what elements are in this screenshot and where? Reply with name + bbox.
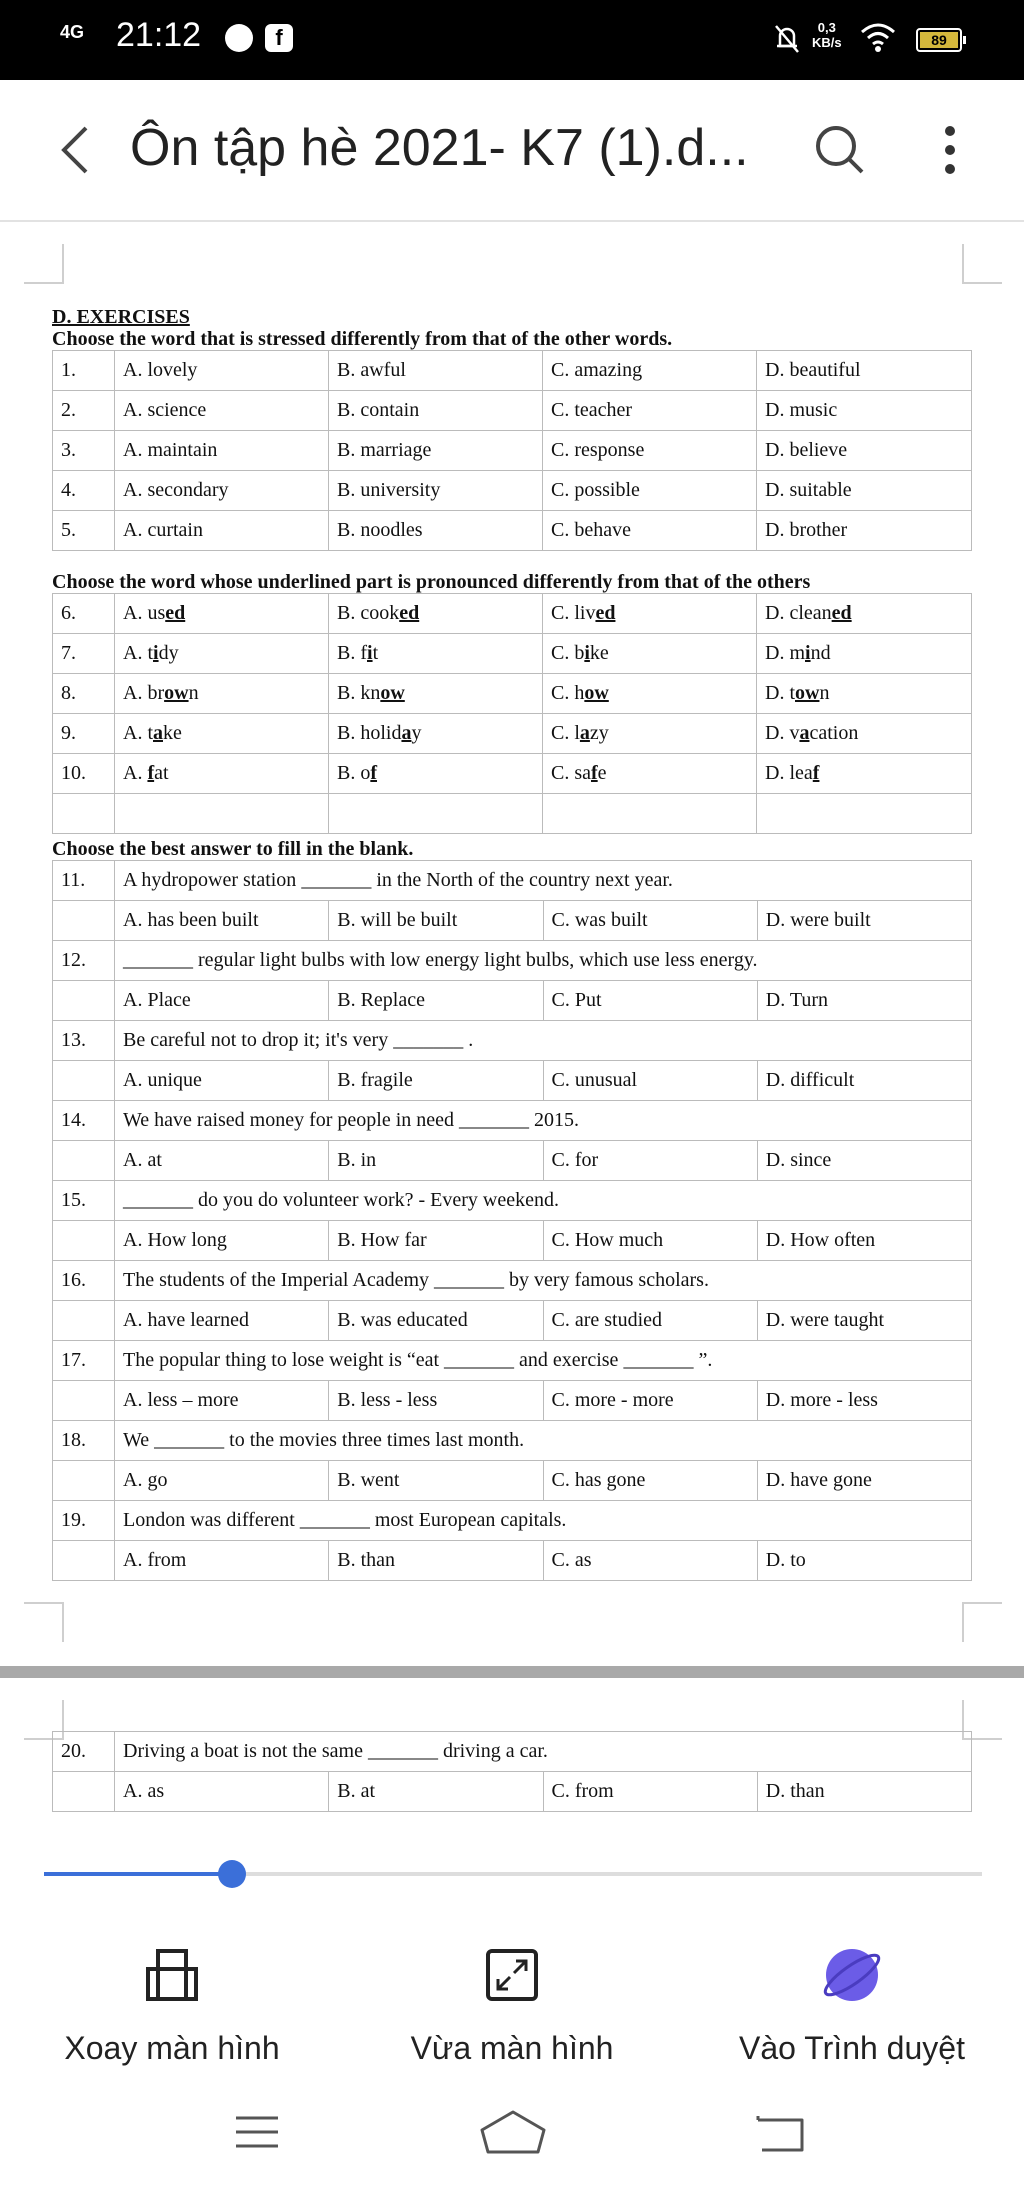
underlined-part: ed bbox=[165, 602, 186, 624]
option-c: C. was built bbox=[543, 901, 757, 941]
blank: _______ bbox=[444, 1349, 515, 1371]
underlined-part: f bbox=[147, 762, 155, 784]
question-number: 2. bbox=[53, 391, 115, 431]
question-number: 7. bbox=[53, 634, 115, 674]
stress-table bbox=[52, 350, 972, 551]
question-text: We have raised money for people in need _______ 2015. bbox=[115, 1101, 972, 1141]
option-d: D. Turn bbox=[757, 981, 971, 1021]
pronunciation-table bbox=[52, 593, 972, 834]
option-a: A. from bbox=[115, 1541, 329, 1581]
page-corner-mark bbox=[24, 244, 64, 284]
options-row bbox=[53, 1381, 972, 1421]
option-c: C. as bbox=[543, 1541, 757, 1581]
option-c: C. lived bbox=[543, 594, 757, 634]
question-row bbox=[53, 1341, 972, 1381]
question-row bbox=[53, 351, 972, 391]
question-number: 14. bbox=[53, 1101, 115, 1141]
question-number: 8. bbox=[53, 674, 115, 714]
option-c: C. unusual bbox=[543, 1061, 757, 1101]
back-nav-icon[interactable] bbox=[752, 2112, 808, 2156]
option-b: B. awful bbox=[329, 351, 543, 391]
option-c: C. how bbox=[543, 674, 757, 714]
page-corner-mark bbox=[24, 1602, 64, 1642]
back-arrow-icon[interactable] bbox=[48, 120, 108, 180]
underlined-part: ed bbox=[595, 602, 616, 624]
blank: _______ bbox=[459, 1109, 530, 1131]
question-row bbox=[53, 511, 972, 551]
underlined-part: a bbox=[799, 722, 810, 744]
option-a: A. have learned bbox=[115, 1301, 329, 1341]
options-row bbox=[53, 1541, 972, 1581]
open-browser-label: Vào Trình duyệt bbox=[739, 2030, 965, 2066]
blank: _______ bbox=[154, 1429, 225, 1451]
blank: _______ bbox=[123, 949, 193, 971]
underlined-part: i bbox=[153, 642, 159, 664]
option-c: C. bike bbox=[543, 634, 757, 674]
option-d: D. music bbox=[757, 391, 972, 431]
blank: _______ bbox=[301, 869, 372, 891]
question-row bbox=[53, 754, 972, 794]
option-b: B. marriage bbox=[329, 431, 543, 471]
fit-screen-button[interactable] bbox=[382, 1940, 642, 2067]
option-c: C. has gone bbox=[543, 1461, 757, 1501]
underlined-part: i bbox=[367, 642, 373, 664]
question-number: 1. bbox=[53, 351, 115, 391]
underlined-part: a bbox=[401, 722, 412, 744]
option-d: D. to bbox=[757, 1541, 971, 1581]
battery-level: 89 bbox=[920, 32, 958, 48]
question-number: 12. bbox=[53, 941, 115, 981]
question-row bbox=[53, 1501, 972, 1541]
document-page[interactable] bbox=[52, 306, 972, 1581]
option-a: A. brown bbox=[115, 674, 329, 714]
underlined-part: f bbox=[812, 762, 820, 784]
mute-bell-icon bbox=[772, 22, 802, 56]
option-c: C. response bbox=[543, 431, 757, 471]
question-number: 13. bbox=[53, 1021, 115, 1061]
option-a: A. as bbox=[115, 1772, 329, 1812]
option-a: A. Place bbox=[115, 981, 329, 1021]
option-c: C. are studied bbox=[543, 1301, 757, 1341]
option-b: B. went bbox=[329, 1461, 543, 1501]
rotate-screen-button[interactable] bbox=[42, 1940, 302, 2067]
options-row bbox=[53, 1772, 972, 1812]
option-d: D. difficult bbox=[757, 1061, 971, 1101]
question-number: 20. bbox=[53, 1732, 115, 1772]
question-number: 9. bbox=[53, 714, 115, 754]
battery-icon bbox=[916, 28, 962, 52]
option-c: C. from bbox=[543, 1772, 757, 1812]
question-text: _______ do you do volunteer work? - Every weekend. bbox=[115, 1181, 972, 1221]
option-a: A. at bbox=[115, 1141, 329, 1181]
page-slider-progress bbox=[44, 1872, 232, 1876]
underlined-part: ed bbox=[399, 602, 420, 624]
option-d: D. leaf bbox=[757, 754, 972, 794]
question-number: 3. bbox=[53, 431, 115, 471]
question-row bbox=[53, 1181, 972, 1221]
option-b: B. will be built bbox=[329, 901, 543, 941]
rotate-screen-label: Xoay màn hình bbox=[64, 2030, 280, 2066]
question-number: 18. bbox=[53, 1421, 115, 1461]
question-number: 6. bbox=[53, 594, 115, 634]
option-c: C. for bbox=[543, 1141, 757, 1181]
option-a: A. unique bbox=[115, 1061, 329, 1101]
signal-indicator: 4G bbox=[60, 22, 85, 42]
system-nav-bar bbox=[0, 2090, 1024, 2194]
option-d: D. were built bbox=[757, 901, 971, 941]
question-number: 5. bbox=[53, 511, 115, 551]
network-speed: 0,3 KB/s bbox=[812, 20, 842, 50]
facebook-icon: f bbox=[265, 24, 293, 52]
page-corner-mark bbox=[962, 244, 1002, 284]
options-row bbox=[53, 1141, 972, 1181]
options-row bbox=[53, 981, 972, 1021]
underlined-part: ow bbox=[795, 682, 820, 704]
option-d: D. cleaned bbox=[757, 594, 972, 634]
home-icon[interactable] bbox=[478, 2108, 548, 2158]
option-c: C. teacher bbox=[543, 391, 757, 431]
empty-row bbox=[53, 794, 972, 834]
question-text: The popular thing to lose weight is “eat _______ and exercise _______ ”. bbox=[115, 1341, 972, 1381]
option-d: D. have gone bbox=[757, 1461, 971, 1501]
question-row bbox=[53, 1021, 972, 1061]
question-row bbox=[53, 1101, 972, 1141]
option-a: A. lovely bbox=[115, 351, 329, 391]
question-text: London was different _______ most European capitals. bbox=[115, 1501, 972, 1541]
question-row bbox=[53, 1421, 972, 1461]
question-row bbox=[53, 941, 972, 981]
option-a: A. fat bbox=[115, 754, 329, 794]
browser-planet-icon bbox=[819, 1942, 885, 2008]
option-d: D. were taught bbox=[757, 1301, 971, 1341]
options-row bbox=[53, 1221, 972, 1261]
option-d: D. since bbox=[757, 1141, 971, 1181]
question-row bbox=[53, 1732, 972, 1772]
option-b: B. at bbox=[329, 1772, 543, 1812]
option-a: A. curtain bbox=[115, 511, 329, 551]
question-row bbox=[53, 391, 972, 431]
question-row bbox=[53, 674, 972, 714]
question-text: _______ regular light bulbs with low energy light bulbs, which use less energy. bbox=[115, 941, 972, 981]
instruction-stress: Choose the word that is stressed differently from that of the other words. bbox=[52, 328, 673, 350]
question-text: A hydropower station _______ in the North of the country next year. bbox=[115, 861, 972, 901]
option-d: D. beautiful bbox=[757, 351, 972, 391]
option-b: B. university bbox=[329, 471, 543, 511]
option-d: D. mind bbox=[757, 634, 972, 674]
underlined-part: ow bbox=[584, 682, 609, 704]
question-text: The students of the Imperial Academy _______ by very famous scholars. bbox=[115, 1261, 972, 1301]
blank: _______ bbox=[434, 1269, 505, 1291]
question-number: 19. bbox=[53, 1501, 115, 1541]
option-d: D. more - less bbox=[757, 1381, 971, 1421]
options-row bbox=[53, 1461, 972, 1501]
fill-blank-table-page2 bbox=[52, 1731, 972, 1812]
open-browser-button[interactable] bbox=[722, 1940, 982, 2067]
page-slider[interactable] bbox=[44, 1872, 982, 1876]
page-slider-thumb[interactable] bbox=[218, 1860, 246, 1888]
underlined-part: ed bbox=[831, 602, 852, 624]
document-title: Ôn tập hè 2021- K7 (1).d... bbox=[130, 119, 749, 177]
menu-icon[interactable] bbox=[232, 2112, 282, 2152]
option-a: A. maintain bbox=[115, 431, 329, 471]
question-number: 17. bbox=[53, 1341, 115, 1381]
question-text: Be careful not to drop it; it's very _______ . bbox=[115, 1021, 972, 1061]
status-bar bbox=[0, 0, 1024, 80]
page-corner-mark bbox=[962, 1602, 1002, 1642]
underlined-part: f bbox=[591, 762, 598, 784]
blank: _______ bbox=[299, 1509, 370, 1531]
options-row bbox=[53, 1301, 972, 1341]
fill-blank-table bbox=[52, 860, 972, 1581]
option-a: A. science bbox=[115, 391, 329, 431]
rotate-screen-icon bbox=[142, 1945, 202, 2005]
option-a: A. secondary bbox=[115, 471, 329, 511]
option-d: D. believe bbox=[757, 431, 972, 471]
option-b: B. than bbox=[329, 1541, 543, 1581]
option-b: B. Replace bbox=[329, 981, 543, 1021]
option-b: B. noodles bbox=[329, 511, 543, 551]
blank: _______ bbox=[623, 1349, 694, 1371]
more-options-icon[interactable] bbox=[930, 122, 970, 182]
option-b: B. cooked bbox=[329, 594, 543, 634]
underlined-part: a bbox=[579, 722, 590, 744]
option-a: A. take bbox=[115, 714, 329, 754]
underlined-part: i bbox=[805, 642, 811, 664]
fit-screen-icon bbox=[482, 1945, 542, 2005]
option-a: A. How long bbox=[115, 1221, 329, 1261]
document-page-2[interactable] bbox=[52, 1731, 972, 1812]
option-d: D. How often bbox=[757, 1221, 971, 1261]
messenger-icon bbox=[225, 24, 253, 52]
option-c: C. behave bbox=[543, 511, 757, 551]
question-number: 4. bbox=[53, 471, 115, 511]
underlined-part: i bbox=[584, 642, 590, 664]
option-b: B. contain bbox=[329, 391, 543, 431]
option-b: B. was educated bbox=[329, 1301, 543, 1341]
option-c: C. How much bbox=[543, 1221, 757, 1261]
blank: _______ bbox=[123, 1189, 193, 1211]
option-b: B. fit bbox=[329, 634, 543, 674]
clock: 21:12 bbox=[116, 16, 202, 54]
option-d: D. vacation bbox=[757, 714, 972, 754]
question-number: 16. bbox=[53, 1261, 115, 1301]
instruction-fill-blank: Choose the best answer to fill in the blank. bbox=[52, 838, 414, 860]
option-c: C. possible bbox=[543, 471, 757, 511]
underlined-part: a bbox=[153, 722, 163, 744]
fit-screen-label: Vừa màn hình bbox=[410, 2030, 614, 2066]
question-row bbox=[53, 714, 972, 754]
question-number: 11. bbox=[53, 861, 115, 901]
question-row bbox=[53, 471, 972, 511]
header-divider bbox=[0, 220, 1024, 222]
question-row bbox=[53, 431, 972, 471]
option-d: D. town bbox=[757, 674, 972, 714]
option-b: B. in bbox=[329, 1141, 543, 1181]
option-a: A. has been built bbox=[115, 901, 329, 941]
option-c: C. lazy bbox=[543, 714, 757, 754]
underlined-part: f bbox=[370, 762, 378, 784]
option-c: C. amazing bbox=[543, 351, 757, 391]
question-number: 15. bbox=[53, 1181, 115, 1221]
question-number: 10. bbox=[53, 754, 115, 794]
underlined-part: ow bbox=[164, 682, 189, 704]
option-a: A. less – more bbox=[115, 1381, 329, 1421]
options-row bbox=[53, 901, 972, 941]
option-d: D. suitable bbox=[757, 471, 972, 511]
question-text: Driving a boat is not the same _______ driving a car. bbox=[115, 1732, 972, 1772]
option-a: A. go bbox=[115, 1461, 329, 1501]
option-b: B. of bbox=[329, 754, 543, 794]
question-row bbox=[53, 634, 972, 674]
options-row bbox=[53, 1061, 972, 1101]
underlined-part: ow bbox=[380, 682, 405, 704]
option-d: D. brother bbox=[757, 511, 972, 551]
option-d: D. than bbox=[757, 1772, 971, 1812]
question-row bbox=[53, 1261, 972, 1301]
question-row bbox=[53, 594, 972, 634]
option-a: A. tidy bbox=[115, 634, 329, 674]
page-separator bbox=[0, 1666, 1024, 1678]
question-text: We _______ to the movies three times last month. bbox=[115, 1421, 972, 1461]
app-header bbox=[0, 80, 1024, 220]
instruction-pronunciation: Choose the word whose underlined part is pronounced differently from that of the others bbox=[52, 571, 811, 593]
option-b: B. How far bbox=[329, 1221, 543, 1261]
search-icon[interactable] bbox=[810, 120, 870, 180]
option-c: C. safe bbox=[543, 754, 757, 794]
option-b: B. know bbox=[329, 674, 543, 714]
option-a: A. used bbox=[115, 594, 329, 634]
option-b: B. less - less bbox=[329, 1381, 543, 1421]
question-row bbox=[53, 861, 972, 901]
option-c: C. Put bbox=[543, 981, 757, 1021]
option-b: B. fragile bbox=[329, 1061, 543, 1101]
blank: _______ bbox=[393, 1029, 464, 1051]
option-b: B. holiday bbox=[329, 714, 543, 754]
option-c: C. more - more bbox=[543, 1381, 757, 1421]
section-heading: D. EXERCISES bbox=[52, 306, 190, 328]
wifi-icon bbox=[860, 22, 896, 54]
